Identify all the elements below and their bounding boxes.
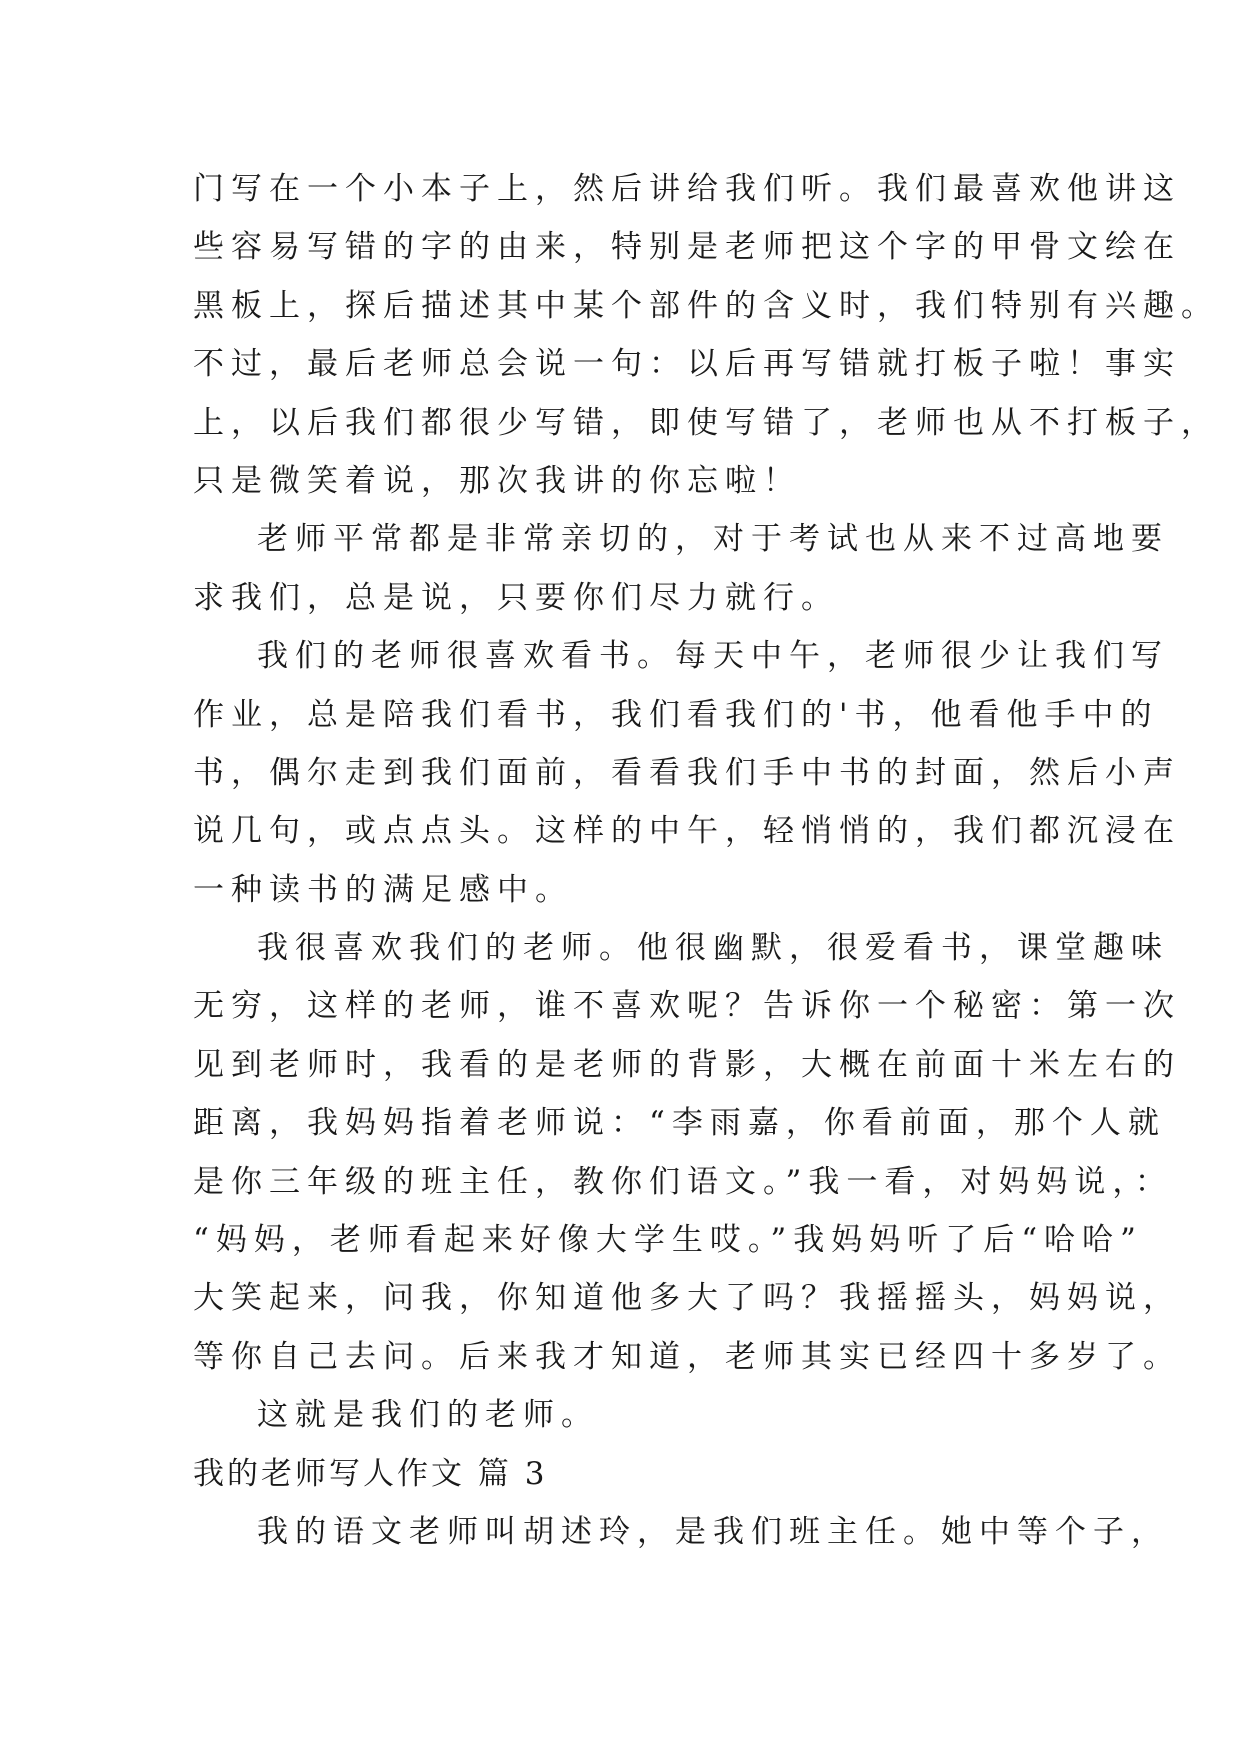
paragraph-start-line: 老师平常都是非常亲切的，对于考试也从来不过高地要 (257, 521, 1169, 558)
text-line: 黑板上，探后描述其中某个部件的含义时，我们特别有兴趣。 (193, 287, 1219, 324)
text-line: 一种读书的满足感中。 (193, 871, 573, 908)
text-line: 门写在一个小本子上，然后讲给我们听。我们最喜欢他讲这 (193, 171, 1181, 207)
text-line: 说几句，或点点头。这样的中午，轻悄悄的，我们都沉浸在 (193, 813, 1181, 850)
text-line: 距离，我妈妈指着老师说：“李雨嘉，你看前面，那个人就 (193, 1105, 1166, 1142)
section-heading: 我的老师写人作文 篇 3 (193, 1455, 548, 1492)
text-line: 上，以后我们都很少写错，即使写错了，老师也从不打板子， (193, 404, 1219, 441)
text-line: 大笑起来，问我，你知道他多大了吗？我摇摇头，妈妈说， (193, 1280, 1181, 1317)
text-line: 见到老师时，我看的是老师的背影，大概在前面十米左右的 (193, 1046, 1181, 1083)
text-line: 些容易写错的字的由来，特别是老师把这个字的甲骨文绘在 (193, 229, 1181, 266)
text-line: 不过，最后老师总会说一句：以后再写错就打板子啦！事实 (193, 346, 1181, 383)
text-line: “妈妈，老师看起来好像大学生哎。”我妈妈听了后“哈哈” (193, 1222, 1143, 1259)
paragraph-start-line: 我们的老师很喜欢看书。每天中午，老师很少让我们写 (257, 638, 1169, 675)
text-line: 只是微笑着说，那次我讲的你忘啦！ (193, 462, 801, 499)
text-line: 作业，总是陪我们看书，我们看我们的'书，他看他手中的 (193, 696, 1159, 733)
paragraph-start-line: 我很喜欢我们的老师。他很幽默，很爱看书，课堂趣味 (257, 930, 1169, 967)
text-line: 等你自己去问。后来我才知道，老师其实已经四十多岁了。 (193, 1338, 1181, 1375)
text-line: 书，偶尔走到我们面前，看看我们手中书的封面，然后小声 (193, 754, 1181, 791)
text-line: 无穷，这样的老师，谁不喜欢呢？告诉你一个秘密：第一次 (193, 988, 1181, 1025)
paragraph-start-line: 我的语文老师叫胡述玲，是我们班主任。她中等个子， (257, 1513, 1169, 1550)
document-body (193, 160, 1219, 1561)
paragraph-start-line: 这就是我们的老师。 (257, 1397, 599, 1434)
text-line: 求我们，总是说，只要你们尽力就行。 (193, 579, 839, 616)
text-line: 是你三年级的班主任，教你们语文。”我一看，对妈妈说，： (193, 1163, 1173, 1200)
